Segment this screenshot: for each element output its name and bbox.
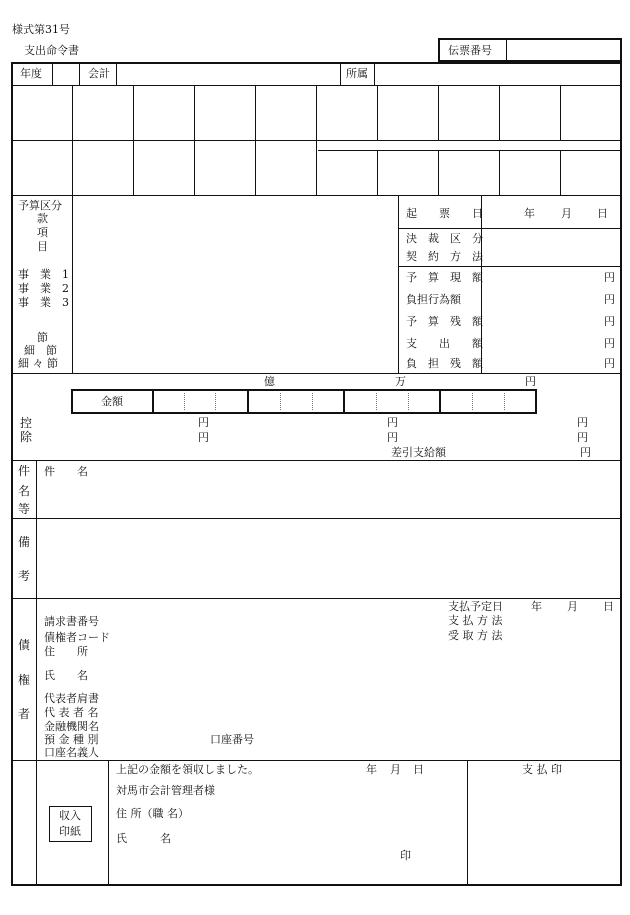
creditor-code-label: 債権者コード [44, 631, 110, 644]
deduction-yen-2a: 円 [198, 431, 209, 444]
amount-label: 金額 [101, 395, 123, 408]
remarks-field[interactable] [40, 521, 618, 596]
creditor-side-2: 権 [18, 673, 31, 687]
rep-title-label: 代表者肩書 [44, 692, 99, 705]
pay-method-label: 支 払 方 法 [448, 614, 503, 627]
keiyaku-label: 契 約 方 法 [406, 250, 483, 263]
futan-kou-label: 負担行為額 [406, 293, 461, 306]
deduction-field-1[interactable] [40, 416, 190, 446]
man-label: 万 [395, 375, 406, 388]
receipt-address-label: 住 所（職 名） [116, 807, 189, 820]
creditor-name-label: 氏 名 [44, 669, 88, 682]
net-pay-label: 差引支給額 [391, 446, 446, 459]
form-number: 様式第31号 [12, 23, 70, 36]
subject-side-3: 等 [18, 502, 31, 516]
subject-side-1: 件 [18, 464, 31, 478]
invoice-no-label: 請求書番号 [44, 615, 99, 628]
pay-date-day: 日 [603, 600, 614, 613]
moku-label: 目 [37, 240, 48, 253]
budget-code-row1[interactable] [73, 87, 315, 139]
futan-kou-yen: 円 [604, 293, 615, 306]
jigyo2-label: 事 業 2 [18, 282, 69, 295]
creditor-side-1: 債 [18, 638, 31, 652]
deduction-yen-2b: 円 [387, 431, 398, 444]
receipt-year: 年 [366, 763, 377, 776]
deduction-field-2[interactable] [220, 416, 380, 446]
yosan-gen-label: 予 算 現 額 [406, 271, 483, 284]
bank-label: 金融機関名 [44, 720, 99, 733]
pay-seal-label: 支 払 印 [522, 763, 562, 776]
dept-label: 所属 [346, 67, 368, 80]
creditor-info-field[interactable] [120, 612, 440, 757]
setsu-label: 節 [37, 331, 48, 344]
kou-label: 項 [37, 226, 48, 239]
account-holder-label: 口座名義人 [44, 746, 99, 759]
account-label: 会計 [88, 67, 110, 80]
subject-side-2: 名 [18, 484, 31, 498]
pay-date-label: 支払予定日 [448, 600, 503, 613]
pay-date-month: 月 [567, 600, 578, 613]
year-label: 年度 [20, 67, 42, 80]
oku-label: 億 [264, 375, 275, 388]
budget-division-label: 予算区分 [18, 199, 62, 212]
yosan-zan-yen: 円 [604, 315, 615, 328]
rep-name-label: 代 表 者 名 [44, 706, 99, 719]
receipt-seal-mark: 印 [400, 849, 411, 862]
deduction-yen-1a: 円 [198, 416, 209, 429]
net-pay-field[interactable] [455, 445, 575, 459]
form-title: 支出命令書 [24, 44, 79, 57]
year-field[interactable] [53, 64, 78, 84]
remarks-side-2: 考 [18, 569, 31, 583]
kihyo-label: 起 票 日 [406, 207, 483, 220]
deposit-type-label: 預 金 種 別 [44, 733, 99, 746]
kihyo-month: 月 [561, 207, 572, 220]
budget-detail-field[interactable] [74, 198, 396, 371]
receive-method-label: 受 取 方 法 [448, 629, 503, 642]
yosan-gen-yen: 円 [604, 271, 615, 284]
yosan-zan-label: 予 算 残 額 [406, 315, 483, 328]
amount-box[interactable] [71, 389, 537, 414]
subject-field[interactable] [100, 463, 618, 516]
kojo-label-1: 控 [20, 416, 33, 430]
kihyo-day: 日 [597, 207, 608, 220]
deduction-field-3[interactable] [410, 416, 570, 446]
budget-code-row2[interactable] [73, 142, 315, 194]
remarks-side-1: 備 [18, 535, 31, 549]
kan-label: 款 [37, 212, 48, 225]
jigyo1-label: 事 業 1 [18, 268, 69, 281]
dept-field[interactable] [375, 64, 620, 84]
revenue-stamp-line2: 印紙 [59, 825, 81, 838]
deduction-yen-1c: 円 [577, 416, 588, 429]
jigyo3-label: 事 業 3 [18, 296, 69, 309]
yen-unit-label: 円 [525, 375, 536, 388]
creditor-side-3: 者 [18, 707, 31, 721]
net-pay-yen: 円 [580, 446, 591, 459]
account-no-label: 口座番号 [210, 733, 254, 746]
received-statement: 上記の金額を領収しました。 [116, 763, 259, 776]
deduction-yen-2c: 円 [577, 431, 588, 444]
kojo-label-2: 除 [20, 430, 33, 444]
slip-number-label: 伝票番号 [448, 44, 492, 57]
deduction-yen-1b: 円 [387, 416, 398, 429]
futan-zan-yen: 円 [604, 357, 615, 370]
receipt-day: 日 [413, 763, 424, 776]
shishutsu-label: 支 出 額 [406, 337, 483, 350]
subject-label: 件 名 [44, 465, 88, 478]
receipt-addressee: 対馬市会計管理者様 [116, 784, 215, 797]
receipt-month: 月 [390, 763, 401, 776]
pay-method-field[interactable] [515, 612, 615, 644]
kessai-field[interactable] [483, 230, 619, 264]
account-field[interactable] [117, 64, 339, 84]
slip-number-field[interactable] [508, 40, 620, 60]
revenue-stamp-line1: 収入 [59, 809, 81, 822]
kihyo-year: 年 [524, 207, 535, 220]
receipt-name-label: 氏 名 [116, 832, 171, 845]
saisetsu-label: 細 節 [24, 344, 57, 357]
futan-zan-label: 負 担 残 額 [406, 357, 483, 370]
shishutsu-yen: 円 [604, 337, 615, 350]
pay-date-year: 年 [531, 600, 542, 613]
saisai-label: 細 々 節 [18, 357, 58, 370]
pay-seal-area[interactable] [470, 780, 618, 882]
kessai-label: 決 裁 区 分 [406, 232, 483, 245]
receipt-signature-field[interactable] [200, 802, 460, 862]
creditor-address-label: 住 所 [44, 645, 88, 658]
